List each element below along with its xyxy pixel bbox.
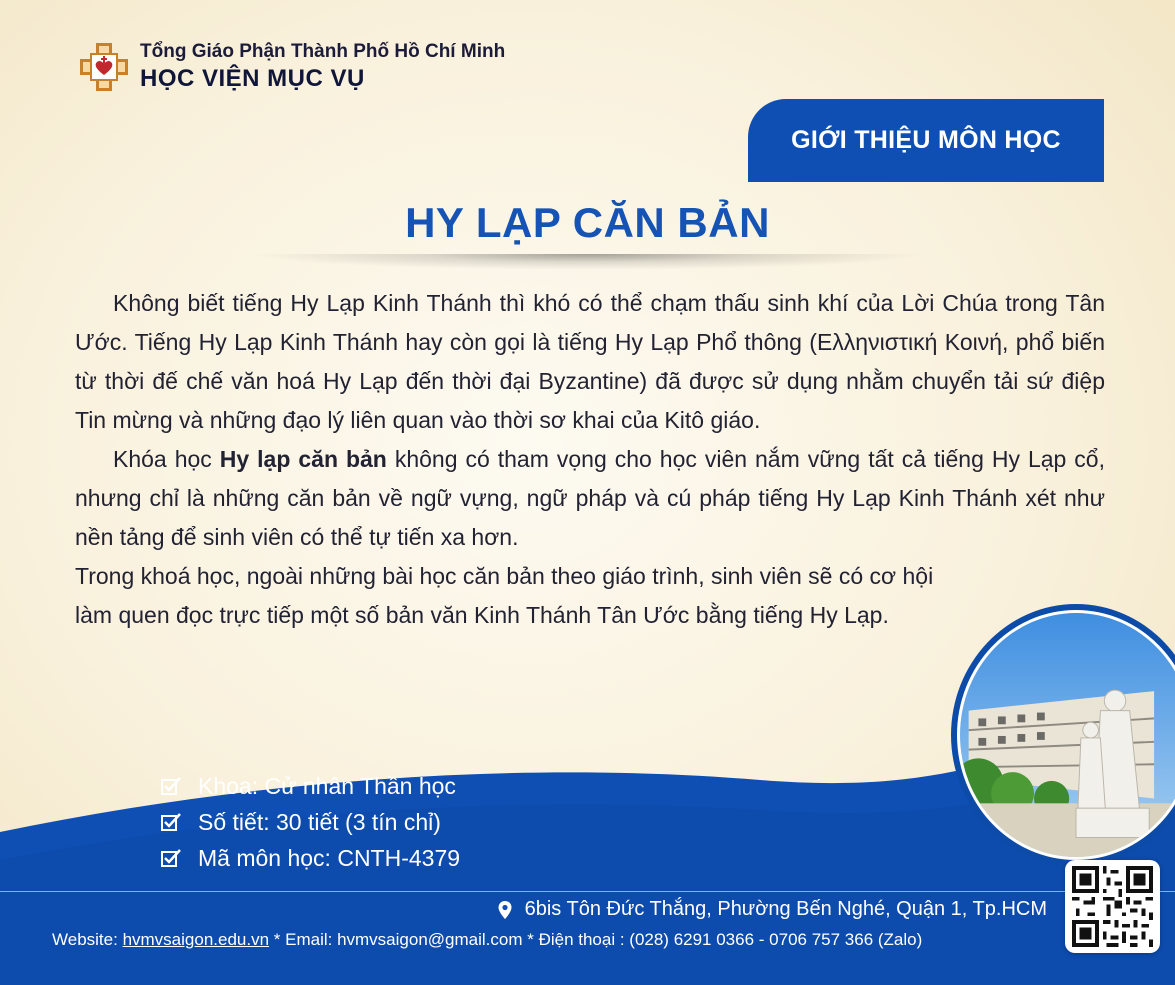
paragraph-2: Khóa học Hy lạp căn bản không có tham vọng cho học viên nắm vững tất cả tiếng Hy Lạp cổ, nhưng chỉ là những căn bản về ngữ vựng, ngữ pháp và cú pháp tiếng Hy Lạp Kinh Thánh xét như nền tảng để sinh viên có thể tự tiến xa hơn.	[75, 446, 1105, 550]
campus-photo	[957, 610, 1175, 860]
info-item-periods: Số tiết: 30 tiết (3 tín chỉ)	[160, 804, 460, 840]
course-title: HY LẠP CĂN BẢN	[405, 199, 770, 246]
checkbox-checked-icon	[160, 775, 182, 797]
info-item-faculty: Khoa: Cử nhân Thần học	[160, 768, 460, 804]
paragraph-3: Trong khoá học, ngoài những bài học căn bản theo giáo trình, sinh viên sẽ có cơ hội làm quen đọc trực tiếp một số bản văn Kinh Thánh Tân Ước bằng tiếng Hy Lạp.	[75, 563, 934, 628]
qr-code-icon	[1071, 866, 1154, 947]
course-name-bold: Hy lạp căn bản	[219, 446, 387, 472]
title-underline-shadow	[248, 254, 928, 270]
section-tag: GIỚI THIỆU MÔN HỌC	[748, 99, 1104, 182]
course-description	[75, 284, 1105, 635]
email-text: Email: hvmvsaigon@gmail.com	[285, 930, 523, 949]
info-item-course-code: Mã môn học: CNTH-4379	[160, 840, 460, 876]
website-link[interactable]: hvmvsaigon.edu.vn	[122, 930, 270, 949]
qr-code[interactable]	[1065, 860, 1160, 953]
academy-logo-icon	[78, 41, 130, 93]
course-info-list	[160, 768, 460, 876]
archdiocese-name: Tổng Giáo Phận Thành Phố Hồ Chí Minh	[140, 41, 506, 62]
checkbox-checked-icon	[160, 811, 182, 833]
location-pin-icon	[497, 900, 513, 920]
academy-name: HỌC VIỆN MỤC VỤ	[140, 65, 365, 92]
contact-line: Website: hvmvsaigon.edu.vn * Email: hvmvsaigon@gmail.com * Điện thoại : (028) 6291 0366 - 0706 757 366 (Zalo)	[52, 930, 923, 949]
address: 6bis Tôn Đức Thắng, Phường Bến Nghé, Quận 1, Tp.HCM	[497, 898, 1047, 921]
footer-divider	[0, 891, 1175, 892]
checkbox-checked-icon	[160, 847, 182, 869]
phone-text: Điện thoại : (028) 6291 0366 - 0706 757 366 (Zalo)	[538, 930, 923, 949]
paragraph-1: Không biết tiếng Hy Lạp Kinh Thánh thì khó có thể chạm thấu sinh khí của Lời Chúa trong Tân Ước. Tiếng Hy Lạp Kinh Thánh hay còn gọi là tiếng Hy Lạp Phổ thông (Ελληνιστική Κοινή, phổ biến từ thời đế chế văn hoá Hy Lạp đến thời đại Byzantine) đã được sử dụng nhằm chuyển tải sứ điệp Tin mừng và những đạo lý liên quan vào thời sơ khai của Kitô giáo.	[75, 290, 1105, 433]
header	[78, 40, 505, 94]
